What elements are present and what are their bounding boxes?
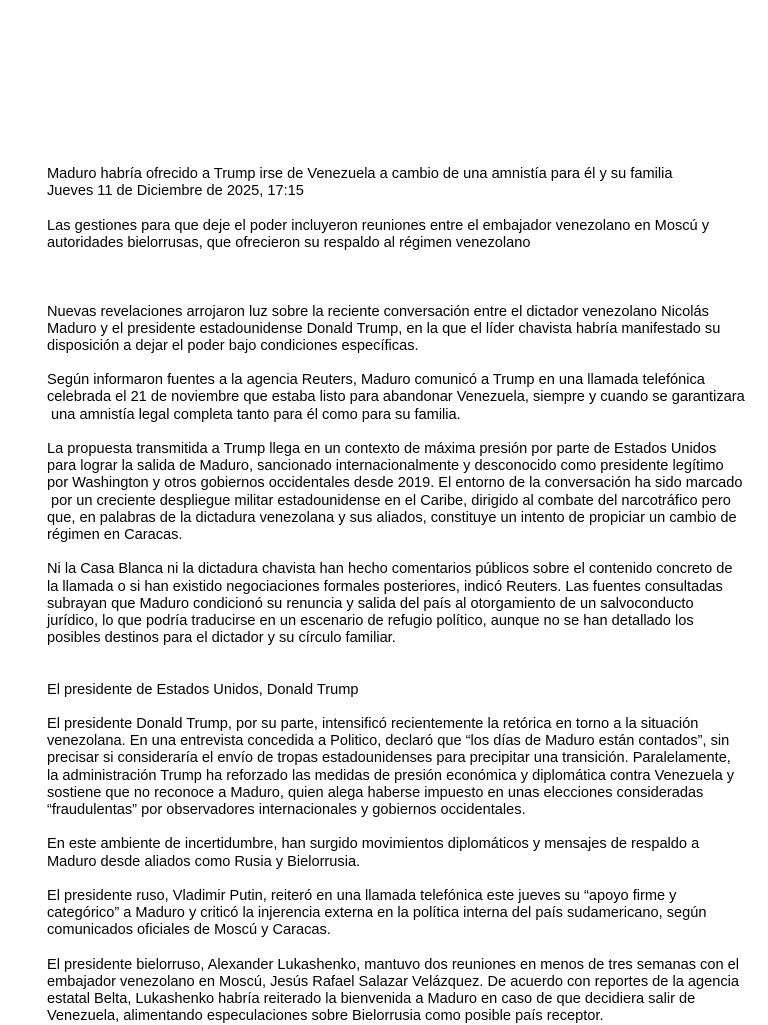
paragraph-line: disposición a dejar el poder bajo condiciones específicas.: [47, 337, 419, 354]
paragraph-line: estatal Belta, Lukashenko habría reiterado la bienvenida a Maduro en caso de que decidiera salir de: [47, 991, 696, 1008]
summary-line: autoridades bielorrusas, que ofrecieron su respaldo al régimen venezolano: [47, 234, 531, 251]
paragraph-line: “fraudulentas” por observadores internacionales y gobiernos occidentales.: [47, 801, 526, 818]
paragraph-line: El presidente bielorruso, Alexander Lukashenko, mantuvo dos reuniones en menos de tres semanas con el: [47, 956, 739, 973]
paragraph-line: sostiene que no reconoce a Maduro, quien alega haberse impuesto en unas elecciones consideradas: [47, 784, 704, 801]
document-body: [47, 166, 768, 1025]
article-dateline: Jueves 11 de Diciembre de 2025, 17:15: [47, 183, 304, 200]
paragraph-line: que, en palabras de la dictadura venezolana y sus aliados, constituye un intento de propiciar un cambio de: [47, 509, 737, 526]
paragraph-line: Venezuela, alimentando especulaciones sobre Bielorrusia como posible país receptor.: [47, 1008, 604, 1025]
summary-line: Las gestiones para que deje el poder incluyeron reuniones entre el embajador venezolano en Moscú y: [47, 217, 710, 234]
paragraph-line: por Washington y otros gobiernos occidentales desde 2019. El entorno de la conversación ha sido marcado: [47, 475, 743, 492]
paragraph-line: Maduro desde aliados como Rusia y Bielorrusia.: [47, 853, 361, 870]
paragraph-line: Maduro y el presidente estadounidense Donald Trump, en la que el líder chavista habría manifestado su: [47, 320, 721, 337]
paragraph-line: la llamada o si han existido negociaciones formales posteriores, indicó Reuters. Las fuentes consultadas: [47, 578, 723, 595]
paragraph-line: embajador venezolano en Moscú, Jesús Rafael Salazar Velázquez. De acuerdo con reportes de la agencia: [47, 973, 740, 990]
article-summary: [47, 218, 768, 252]
paragraph-line: La propuesta transmitida a Trump llega en un contexto de máxima presión por parte de Estados Unidos: [47, 441, 717, 458]
paragraph-line: El presidente ruso, Vladimir Putin, reiteró en una llamada telefónica este jueves su “apoyo firme y: [47, 887, 677, 904]
paragraph-line: El presidente Donald Trump, por su parte, intensificó recientemente la retórica en torno a la situación: [47, 716, 699, 733]
paragraph: [47, 304, 768, 356]
paragraph-line: categórico” a Maduro y criticó la injerencia externa en la política interna del país sudamericano, según: [47, 905, 707, 922]
paragraph: [47, 561, 768, 647]
paragraph: [47, 957, 768, 1025]
paragraph: [47, 716, 768, 819]
paragraph-line: Ni la Casa Blanca ni la dictadura chavista han hecho comentarios públicos sobre el contenido concreto de: [47, 561, 733, 578]
paragraph-line: por un creciente despliegue militar estadounidense en el Caribe, dirigido al combate del narcotráfico pero: [47, 492, 731, 509]
paragraph: [47, 836, 768, 870]
paragraph: [47, 441, 768, 544]
paragraph-line: una amnistía legal completa tanto para él como para su familia.: [47, 406, 461, 423]
paragraph-line: Según informaron fuentes a la agencia Reuters, Maduro comunicó a Trump en una llamada telefónica: [47, 372, 705, 389]
paragraph-line: subrayan que Maduro condicionó su renuncia y salida del país al otorgamiento de un salvoconducto: [47, 595, 694, 612]
paragraph-line: posibles destinos para el dictador y su círculo familiar.: [47, 630, 396, 647]
paragraph-line: régimen en Caracas.: [47, 526, 183, 543]
article-title: Maduro habría ofrecido a Trump irse de Venezuela a cambio de una amnistía para él y su familia: [47, 166, 673, 182]
paragraph-line: la administración Trump ha reforzado las medidas de presión económica y diplomática contra Venezuela y: [47, 767, 735, 784]
paragraph-line: celebrada el 21 de noviembre que estaba listo para abandonar Venezuela, siempre y cuando se garantizara: [47, 389, 745, 406]
paragraph-line: comunicados oficiales de Moscú y Caracas.: [47, 922, 331, 939]
paragraph: [47, 888, 768, 940]
paragraph-line: precisar si consideraría el envío de tropas estadounidenses para precipitar una transición. Paralelamente,: [47, 750, 731, 767]
paragraph-line: Nuevas revelaciones arrojaron luz sobre la reciente conversación entre el dictador venezolano Nicolás: [47, 303, 709, 320]
paragraph-line: venezolana. En una entrevista concedida a Politico, declaró que “los días de Maduro están contados”, sin: [47, 733, 730, 750]
paragraph: [47, 372, 768, 424]
paragraph-line: jurídico, lo que podría traducirse en un escenario de refugio político, aunque no se han detallado los: [47, 612, 694, 629]
image-caption: El presidente de Estados Unidos, Donald Trump: [47, 681, 359, 698]
paragraph-line: para lograr la salida de Maduro, sancionado internacionalmente y desconocido como presidente legítimo: [47, 458, 724, 475]
paragraph-line: En este ambiente de incertidumbre, han surgido movimientos diplomáticos y mensajes de respaldo a: [47, 836, 700, 853]
